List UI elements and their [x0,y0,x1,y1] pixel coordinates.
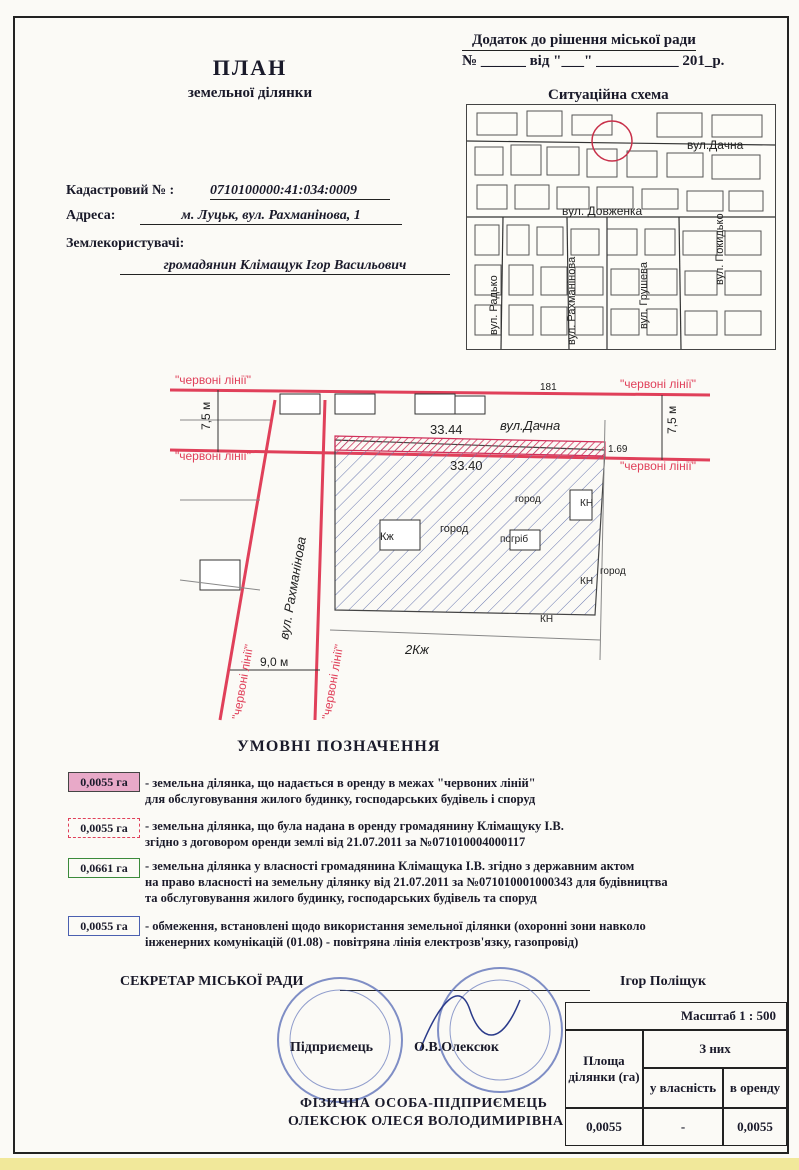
address-label: Адреса: [66,208,116,223]
entrepreneur-label: Підприємець [290,1040,374,1055]
street-dovzhenka-label: вул. Довженка [562,204,643,218]
legend-item-1 [145,775,536,807]
legend-item-2 [145,818,564,850]
owned-header-cell: у власність [643,1068,723,1108]
red-lines-label-mid-left: "червоні лінії" [175,449,251,463]
plan-subtitle: земельної ділянки [187,85,313,101]
owned-value-cell: - [643,1108,723,1146]
dim-inner: 33.40 [450,458,483,473]
of-them-cell: З них [643,1030,787,1068]
legend-item-4-line1: - обмеження, встановлені щодо використання земельної ділянки (охоронні зони навколо [145,919,646,933]
addendum-line2: № ______ від "___" ___________ 201_р. [462,53,725,69]
legend-item-2-line2: згідно з договором оренди землі від 21.07.2011 за №071010004000117 [145,835,526,849]
situation-scheme [466,104,776,350]
stamp-circle-right [438,968,562,1092]
red-lines-label-top-right: "червоні лінії" [620,377,696,391]
zone-label: 2Кж [405,642,429,657]
fop-line1: ФІЗИЧНА ОСОБА-ПІДПРИЄМЕЦЬ [300,1096,548,1111]
legend-item-3-line3: та обслуговування жилого будинку, господарських будівель та споруд [145,891,537,905]
scale-cell: Масштаб 1 : 500 [565,1002,787,1030]
map-label-kzh: Кж [380,531,394,543]
street-radko-label: вул. Радько [488,275,500,335]
lease-value-cell: 0,0055 [723,1108,787,1146]
legend-box-owned: 0,0661 га [68,858,140,878]
map-label-kn3: КН [540,614,554,625]
situation-map [467,105,775,349]
red-lines-label-bottom-right: "червоні лінії" [319,643,347,721]
users-label: Землекористувачі: [66,236,185,251]
legend-box-restrictions: 0,0055 га [68,916,140,936]
scan-edge [0,1158,799,1170]
secretary-name: Ігор Поліщук [620,974,707,989]
dim-small: 1.69 [608,444,628,455]
fop-line2: ОЛЕКСЮК ОЛЕСЯ ВОЛОДИМИРІВНА [288,1114,564,1129]
map-label-garden3: город [600,566,626,577]
map-label-garden2: город [515,494,541,505]
entrepreneur-name: О.В.Олексюк [414,1040,499,1055]
cadastral-label: Кадастровий № : [66,183,175,198]
parcel-plan [160,360,720,730]
area-value-cell: 0,0055 [565,1108,643,1146]
street-pokydko-label: вул. Покидько [714,213,726,285]
addendum-block [462,30,782,71]
map-label-cellar: погріб [500,534,529,545]
legend-box-lease-red-lines: 0,0055 га [68,772,140,792]
red-lines-label-top-left: "червоні лінії" [175,373,251,387]
street-rakhmaninova-label: вул. Рахманінова [566,256,578,345]
addendum-line1: Додаток до рішення міської ради [462,30,696,51]
legend-title: УМОВНІ ПОЗНАЧЕННЯ [237,738,441,755]
legend-item-3-line2: на право власності на земельну ділянку від 21.07.2011 за №071010001000343 для будівництва [145,875,668,889]
map-label-garden: город [440,523,469,535]
street-dachna-label: вул.Дачна [687,138,744,152]
address-value: м. Луцьк, вул. Рахманінова, 1 [140,208,402,225]
area-header-cell: Площа ділянки (га) [565,1030,643,1108]
street-dachna-map-label: вул.Дачна [500,418,561,433]
legend-box-previous-lease: 0,0055 га [68,818,140,838]
legend-item-3-line1: - земельна ділянка у власності громадянина Клімащука І.В. згідно з державним актом [145,859,635,873]
map-label-181: 181 [540,382,557,393]
legend-item-4 [145,918,646,950]
plan-title: ПЛАН [212,55,288,80]
lease-header-cell: в оренду [723,1068,787,1108]
street-rakhmaninova-map-label: вул. Рахманінова [276,535,310,641]
legend-item-4-line2: інженерних комунікацій (01.08) - повітряна лінія електрозв'язку, газопровід) [145,935,579,949]
legend-item-3 [145,858,668,906]
red-lines-label-bottom-left: "червоні лінії" [229,643,257,721]
users-value: громадянин Клімащук Ігор Васильович [120,258,450,275]
cadastral-value: 0710100000:41:034:0009 [210,183,390,200]
legend-item-2-line1: - земельна ділянка, що була надана в оренду громадянину Клімащуку І.В. [145,819,564,833]
map-label-kn1: КН [580,498,594,509]
situation-title: Ситуаційна схема [548,87,669,103]
legend-item-1-line2: для обслуговування жилого будинку, господарських будівель і споруд [145,792,536,806]
dim-right-side: 7,5 м [665,405,679,434]
map-label-kn2: КН [580,576,594,587]
street-hrusheva-label: вул. Грушева [638,261,650,329]
dim-bottom: 9,0 м [260,655,289,669]
dim-top: 33.44 [430,422,463,437]
dim-left-side: 7,5 м [199,401,213,430]
red-lines-label-mid-right: "червоні лінії" [620,459,696,473]
secretary-label: СЕКРЕТАР МІСЬКОЇ РАДИ [120,974,304,989]
legend-item-1-line1: - земельна ділянка, що надається в оренду в межах "червоних ліній" [145,776,536,790]
